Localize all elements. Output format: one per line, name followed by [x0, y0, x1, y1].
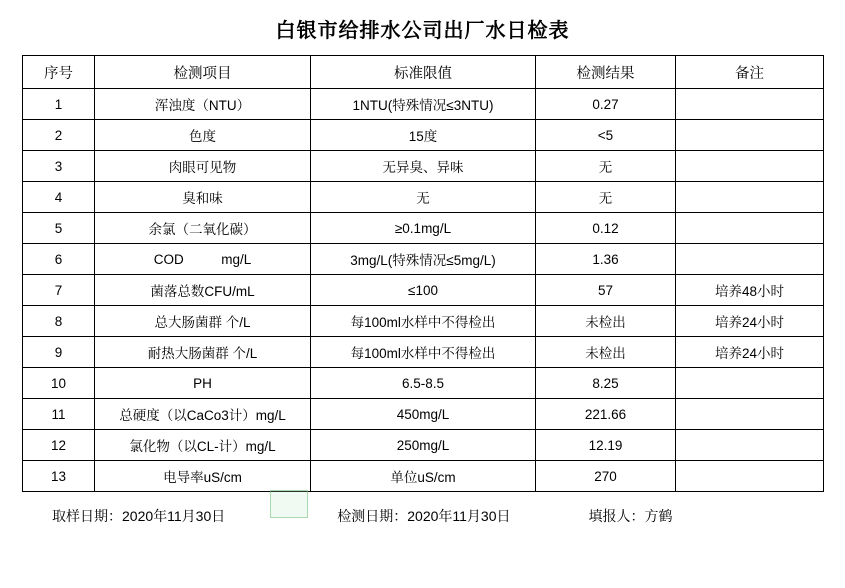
cell-limit: 1NTU(特殊情况≤3NTU): [311, 89, 536, 120]
column-header-no: 序号: [23, 56, 95, 89]
column-header-item: 检测项目: [95, 56, 311, 89]
cell-item: 总硬度（以CaCo3计）mg/L: [95, 399, 311, 430]
cell-no: 1: [23, 89, 95, 120]
table-row: [23, 337, 824, 368]
cell-no: 9: [23, 337, 95, 368]
cell-result: <5: [536, 120, 676, 151]
table-row: [23, 275, 824, 306]
cell-no: 11: [23, 399, 95, 430]
cell-limit: 每100ml水样中不得检出: [311, 337, 536, 368]
cell-result: 57: [536, 275, 676, 306]
table-row: [23, 213, 824, 244]
cell-limit: 6.5-8.5: [311, 368, 536, 399]
sample-date-label: 取样日期：2020年11月30日: [52, 508, 226, 524]
cell-item: 臭和味: [95, 182, 311, 213]
cell-limit: 450mg/L: [311, 399, 536, 430]
cell-limit: 无异臭、异味: [311, 151, 536, 182]
cell-remark: [676, 120, 824, 151]
cell-result: 未检出: [536, 306, 676, 337]
cell-remark: [676, 151, 824, 182]
cell-limit: 无: [311, 182, 536, 213]
page-title: 白银市给排水公司出厂水日检表: [275, 20, 570, 42]
cell-result: 无: [536, 182, 676, 213]
cell-remark: [676, 89, 824, 120]
table-row: [23, 399, 824, 430]
cell-item: PH: [95, 368, 311, 399]
cell-no: 3: [23, 151, 95, 182]
water-quality-table: [22, 55, 824, 492]
table-body: [23, 89, 824, 492]
table-row: [23, 430, 824, 461]
report-table-container: [0, 55, 845, 492]
cell-remark: [676, 368, 824, 399]
cell-no: 13: [23, 461, 95, 492]
cell-result: 无: [536, 151, 676, 182]
cell-item: 电导率uS/cm: [95, 461, 311, 492]
cell-remark: [676, 461, 824, 492]
cell-item: 肉眼可见物: [95, 151, 311, 182]
cell-item: 浑浊度（NTU）: [95, 89, 311, 120]
table-row: [23, 306, 824, 337]
cell-result: 270: [536, 461, 676, 492]
cell-remark: [676, 213, 824, 244]
cell-remark: 培养48小时: [676, 275, 824, 306]
cell-result: 0.12: [536, 213, 676, 244]
table-row: [23, 151, 824, 182]
cell-remark: [676, 182, 824, 213]
cell-remark: 培养24小时: [676, 337, 824, 368]
cell-result: 12.19: [536, 430, 676, 461]
cell-no: 2: [23, 120, 95, 151]
cell-no: 12: [23, 430, 95, 461]
table-row: [23, 182, 824, 213]
column-header-limit: 标准限值: [311, 56, 536, 89]
cell-item: 耐热大肠菌群 个/L: [95, 337, 311, 368]
cell-limit: 250mg/L: [311, 430, 536, 461]
table-row: [23, 368, 824, 399]
cell-remark: [676, 399, 824, 430]
footer-row: [22, 506, 823, 526]
cell-result: 8.25: [536, 368, 676, 399]
cell-item: 菌落总数CFU/mL: [95, 275, 311, 306]
cell-limit: 单位uS/cm: [311, 461, 536, 492]
cell-remark: 培养24小时: [676, 306, 824, 337]
cell-item: 总大肠菌群 个/L: [95, 306, 311, 337]
cell-no: 6: [23, 244, 95, 275]
cell-remark: [676, 430, 824, 461]
cell-result: 0.27: [536, 89, 676, 120]
table-row: [23, 120, 824, 151]
cell-limit: ≥0.1mg/L: [311, 213, 536, 244]
cell-item: 氯化物（以CL-计）mg/L: [95, 430, 311, 461]
cell-remark: [676, 244, 824, 275]
table-row: [23, 89, 824, 120]
cell-no: 5: [23, 213, 95, 244]
cell-no: 4: [23, 182, 95, 213]
cell-result: 1.36: [536, 244, 676, 275]
column-header-result: 检测结果: [536, 56, 676, 89]
cell-result: 221.66: [536, 399, 676, 430]
cell-no: 8: [23, 306, 95, 337]
cell-item: [95, 244, 311, 275]
cell-limit: 3mg/L(特殊情况≤5mg/L): [311, 244, 536, 275]
cell-limit: 15度: [311, 120, 536, 151]
cell-item-text: COD mg/L: [153, 251, 252, 267]
footer: [0, 506, 845, 526]
table-header-row: [23, 56, 824, 89]
reporter-label: 填报人：方鹤: [588, 508, 673, 524]
cell-result: 未检出: [536, 337, 676, 368]
table-header: [23, 56, 824, 89]
cell-item: 余氯（二氧化碳）: [95, 213, 311, 244]
cell-no: 10: [23, 368, 95, 399]
table-row: [23, 461, 824, 492]
cell-limit: 每100ml水样中不得检出: [311, 306, 536, 337]
column-header-remark: 备注: [676, 56, 824, 89]
cell-limit: ≤100: [311, 275, 536, 306]
table-row: [23, 244, 824, 275]
cell-item: 色度: [95, 120, 311, 151]
cell-no: 7: [23, 275, 95, 306]
test-date-label: 检测日期：2020年11月30日: [337, 508, 511, 524]
